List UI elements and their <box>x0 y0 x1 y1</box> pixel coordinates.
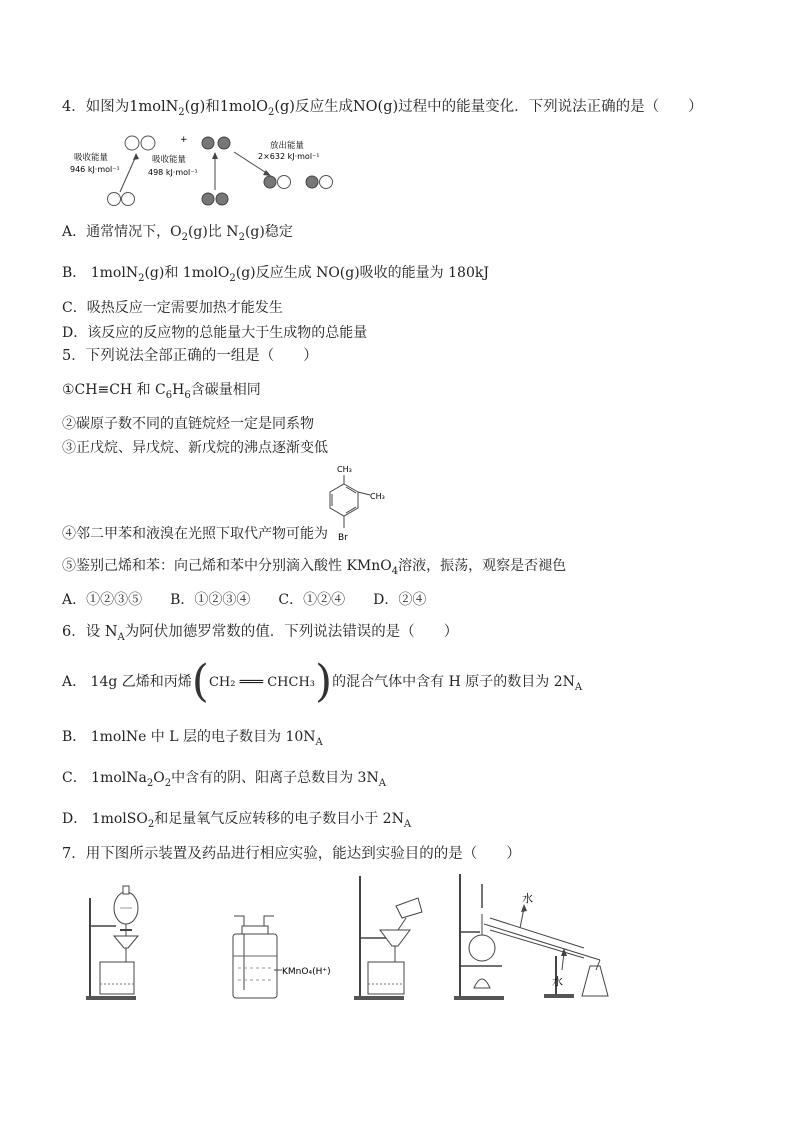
svg-text:CH₃: CH₃ <box>370 492 385 501</box>
q4-option-a: A．通常情况下，$O_2(g)$比 $N_2(g)$稳定 <box>62 224 293 243</box>
q5-stem: 5．下列说法全部正确的一组是（ ） <box>62 348 318 364</box>
bromo-xylene-structure <box>320 462 400 544</box>
svg-text:CH₃: CH₃ <box>337 465 352 474</box>
q4-option-c: C．吸热反应一定需要加热才能发生 <box>62 300 283 316</box>
q5-statement-5: ⑤鉴别己烯和苯：向己烯和苯中分别滴入酸性 KMnO$_4$溶液，振荡，观察是否褪色 <box>62 558 567 577</box>
apparatus-filtration <box>352 872 432 1002</box>
svg-text:Br: Br <box>338 533 348 543</box>
water-in-label: 水 <box>552 975 563 988</box>
apparatus-distillation <box>450 870 616 1004</box>
svg-text:946 kJ·mol⁻¹: 946 kJ·mol⁻¹ <box>70 165 120 174</box>
apparatus-separatory-funnel <box>80 878 160 1002</box>
q6-option-c: C． $1molNa_2O_2$中含有的阴、阳离子总数目为 $3N_A$ <box>62 770 386 789</box>
svg-text:吸收能量: 吸收能量 <box>74 153 109 163</box>
q7-stem: 7．用下图所示装置及药品进行相应实验，能达到实验目的的是（ ） <box>62 846 521 862</box>
energy-diagram <box>62 132 362 212</box>
q4-option-b: B． 1molN$_2$(g)和 1molO$_2$(g)反应生成 NO(g)吸收的能量为 180kJ <box>62 265 489 284</box>
q5-statement-2: ②碳原子数不同的直链烷烃一定是同系物 <box>62 416 314 432</box>
q6-stem: 6．设 $N_A$为阿伏加德罗常数的值．下列说法错误的是（ ） <box>62 624 459 643</box>
svg-text:放出能量: 放出能量 <box>270 141 305 151</box>
q5-statement-3: ③正戊烷、异戊烷、新戊烷的沸点逐渐变低 <box>62 440 328 456</box>
kmno4-label: KMnO₄(H⁺) <box>282 967 331 977</box>
apparatus-gas-washing-bottle <box>228 912 348 1002</box>
q5-options: A．①②③⑤ B．①②③④ C．①②④ D．②④ <box>62 592 427 608</box>
q4-stem: 4．如图为1molN$_2$(g)和1molO$_2$(g)反应生成NO(g)过程中的能量变化．下列说法正确的是（ ） <box>62 99 703 118</box>
water-out-label: 水 <box>522 892 533 905</box>
q5-statement-1: ①CH≡CH 和 $C_6H_6$含碳量相同 <box>62 382 261 401</box>
svg-text:2×632 kJ·mol⁻¹: 2×632 kJ·mol⁻¹ <box>258 152 320 161</box>
svg-text:吸收能量: 吸收能量 <box>152 155 187 165</box>
q5-statement-4: ④邻二甲苯和液溴在光照下取代产物可能为 <box>62 526 328 542</box>
q6-option-b: B． 1molNe 中 L 层的电子数目为 $10N_A$ <box>62 729 323 748</box>
plus-sign: + <box>180 135 188 145</box>
q4-option-d: D．该反应的反应物的总能量大于生成物的总能量 <box>62 325 368 341</box>
q6-option-a: A． 14g 乙烯和丙烯(CH₂ ═══ CHCH₃)的混合气体中含有 H 原子的数目为 $2N_A$ <box>62 656 583 707</box>
q6-option-d: D． 1molSO$_2$和足量氧气反应转移的电子数目小于 $2N_A$ <box>62 811 412 830</box>
svg-text:498 kJ·mol⁻¹: 498 kJ·mol⁻¹ <box>148 168 198 177</box>
